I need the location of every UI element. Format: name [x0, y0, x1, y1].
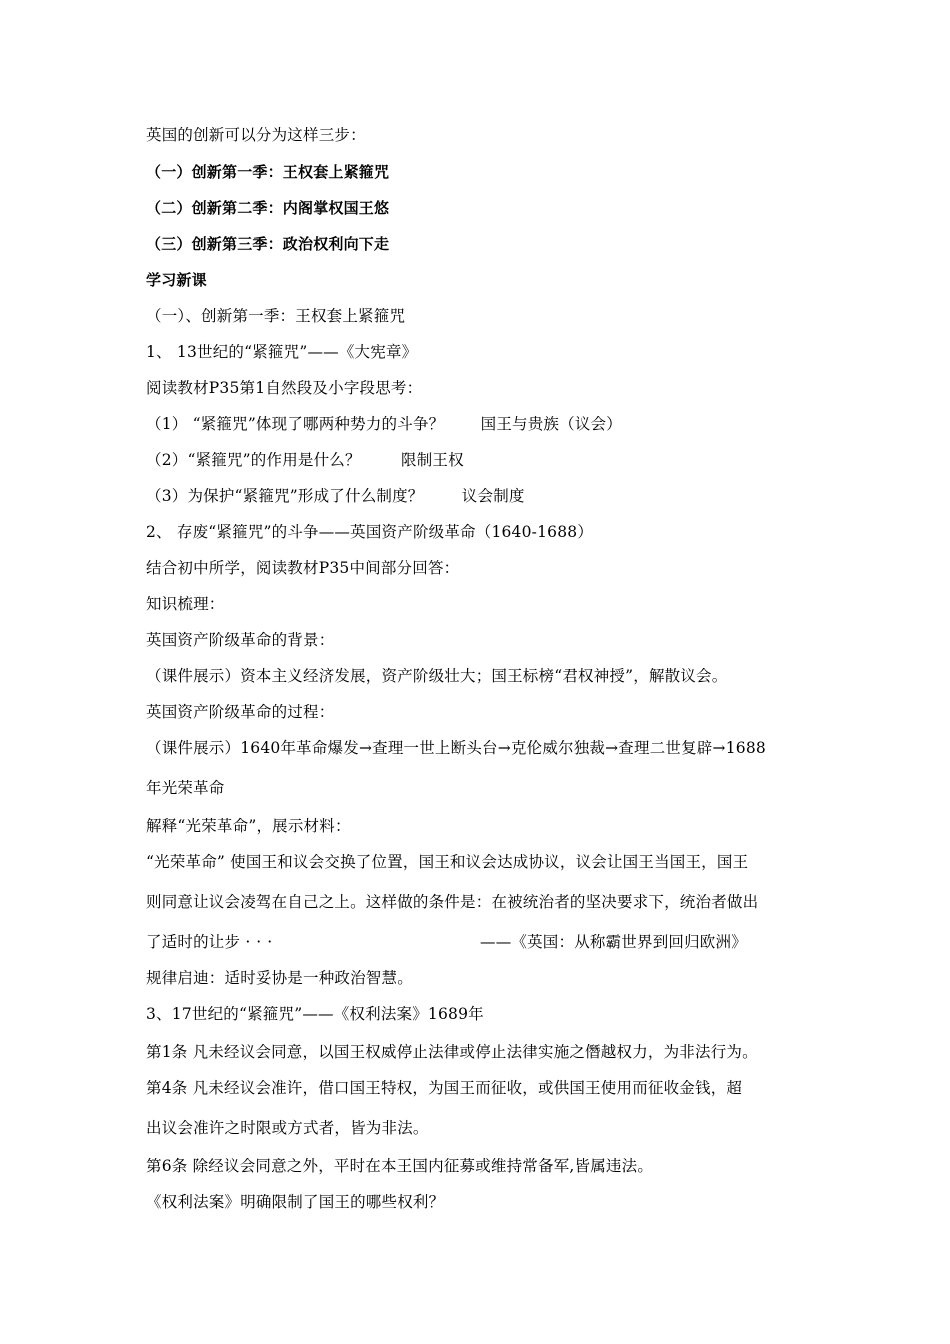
- article-4-line-1: 第4条 凡未经议会准许，借口国王特权，为国王而征收，或供国王使用而征收金钱，超: [146, 1079, 743, 1097]
- step-2-heading: （二）创新第二季：内阁掌权国王悠: [146, 199, 390, 217]
- item-1-heading: 1、 13世纪的“紧箍咒”——《大宪章》: [146, 343, 418, 361]
- step-3-heading: （三）创新第三季：政治权利向下走: [146, 235, 390, 253]
- process-title: 英国资产阶级革命的过程：: [146, 703, 335, 721]
- quote-line-3: [146, 932, 816, 952]
- quote-ellipsis: ···: [245, 933, 279, 951]
- question-2-text: （2）“紧箍咒”的作用是什么？: [146, 451, 361, 469]
- question-2: [146, 450, 816, 470]
- closing-question: 《权利法案》明确限制了国王的哪些权利？: [146, 1193, 445, 1211]
- background-title: 英国资产阶级革命的背景：: [146, 631, 335, 649]
- quote-source: ——《英国：从称霸世界到回归欧洲》: [480, 933, 747, 951]
- step-1-heading: （一）创新第一季：王权套上紧箍咒: [146, 163, 390, 181]
- answer-2-text: 限制王权: [401, 451, 464, 469]
- article-4-line-2: 出议会准许之时限或方式者，皆为非法。: [146, 1119, 429, 1137]
- quote-line-1: “光荣革命” 使国王和议会交换了位置，国王和议会达成协议，议会让国王当国王，国王: [146, 853, 749, 871]
- article-1: 第1条 凡未经议会同意，以国王权威停止法律或停止法律实施之僭越权力，为非法行为。: [146, 1043, 758, 1061]
- insight-text: 规律启迪：适时妥协是一种政治智慧。: [146, 969, 413, 987]
- question-3: [146, 486, 816, 506]
- question-3-text: （3）为保护“紧箍咒”形成了什么制度？: [146, 487, 424, 505]
- item-2-heading: 2、 存废“紧箍咒”的斗争——英国资产阶级革命（1640-1688）: [146, 523, 594, 541]
- explain-text: 解释“光荣革命”，展示材料：: [146, 817, 351, 835]
- section-1-title: （一）、创新第一季：王权套上紧箍咒: [146, 307, 406, 325]
- process-text-line-1: （课件展示）1640年革命爆发→查理一世上断头台→克伦威尔独裁→查理二世复辟→1688: [146, 739, 766, 757]
- question-1-text: （1） “紧箍咒”体现了哪两种势力的斗争？: [146, 415, 445, 433]
- knowledge-label: 知识梳理：: [146, 595, 225, 613]
- background-text: （课件展示）资本主义经济发展，资产阶级壮大；国王标榜“君权神授”，解散议会。: [146, 667, 728, 685]
- intro-text: 英国的创新可以分为这样三步：: [146, 126, 366, 144]
- quote-line-3-text: 了适时的让步: [146, 933, 241, 951]
- item-3-heading: 3、17世纪的“紧箍咒”——《权利法案》1689年: [146, 1005, 484, 1023]
- answer-3-text: 议会制度: [461, 487, 525, 505]
- new-lesson-title: 学习新课: [146, 271, 207, 289]
- article-6: 第6条 除经议会同意之外，平时在本王国内征募或维持常备军,皆属违法。: [146, 1157, 654, 1175]
- process-text-line-2: 年光荣革命: [146, 779, 225, 797]
- question-1: [146, 414, 816, 434]
- reading-prompt-2: 结合初中所学，阅读教材P35中间部分回答：: [146, 559, 460, 577]
- reading-prompt-1: 阅读教材P35第1自然段及小字段思考：: [146, 379, 423, 397]
- answer-1-text: 国王与贵族（议会）: [480, 415, 622, 433]
- quote-line-2: 则同意让议会凌驾在自己之上。这样做的条件是：在被统治者的坚决要求下，统治者做出: [146, 893, 759, 911]
